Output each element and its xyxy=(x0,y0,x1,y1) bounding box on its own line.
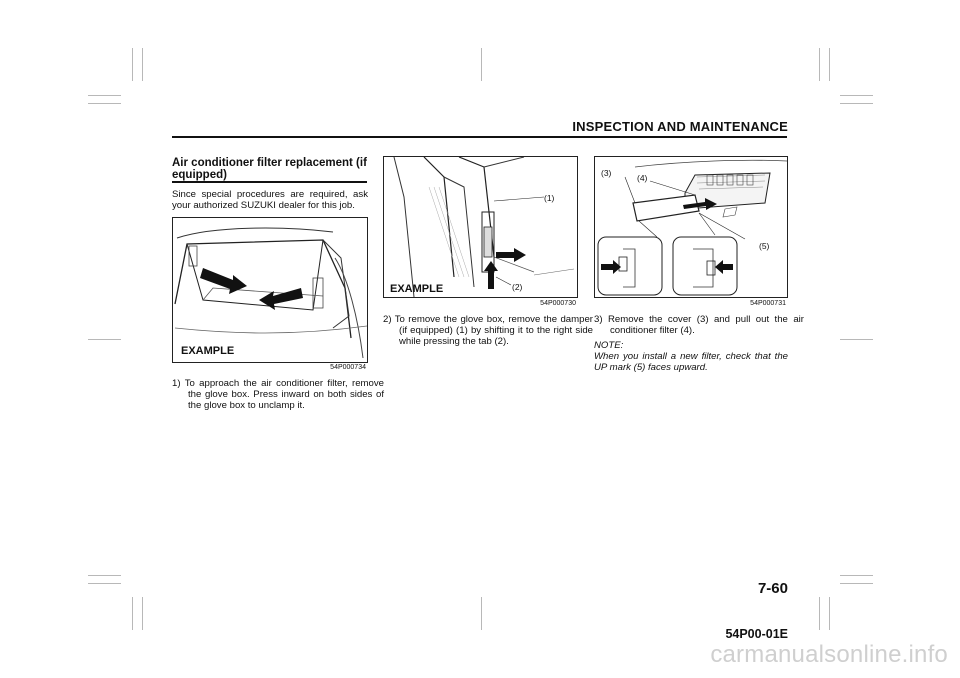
callout-1: (1) xyxy=(544,193,555,203)
damper-illustration xyxy=(384,157,577,297)
step-1-text: 1) To approach the air conditioner filter, remove the glove box. Press inward on both sides of the glove box to unclamp it. xyxy=(172,378,384,412)
watermark: carmanualsonline.info xyxy=(710,641,948,668)
step-3-text: 3) Remove the cover (3) and pull out the air conditioner filter (4). xyxy=(594,314,804,337)
step-2-text: 2) To remove the glove box, remove the damper (if equipped) (1) by shifting it to the right side while pressing the tab (2). xyxy=(383,314,593,348)
callout-4: (4) xyxy=(637,173,648,183)
figure-2-code: 54P000730 xyxy=(540,300,576,307)
figure-filter xyxy=(594,156,788,298)
figure-glove-box xyxy=(172,217,368,363)
figure-3-code: 54P000731 xyxy=(750,300,786,307)
callout-2: (2) xyxy=(512,282,523,292)
document-code: 54P00-01E xyxy=(725,627,788,641)
figure-2-example-label: EXAMPLE xyxy=(390,283,444,295)
callout-3: (3) xyxy=(601,168,612,178)
figure-1-example-label: EXAMPLE xyxy=(181,345,235,357)
note-label: NOTE: xyxy=(594,340,624,351)
section-intro: Since special procedures are required, ask your authorized SUZUKI dealer for this job. xyxy=(172,189,368,212)
callout-5: (5) xyxy=(759,241,770,251)
figure-damper xyxy=(383,156,578,298)
note-text: When you install a new filter, check that the UP mark (5) faces upward. xyxy=(594,351,788,374)
glove-box-illustration xyxy=(173,218,367,362)
section-title: Air conditioner filter replacement (if equipped) xyxy=(172,157,367,181)
section-rule xyxy=(172,181,367,183)
page-number: 7-60 xyxy=(757,580,788,597)
header-rule xyxy=(172,136,787,138)
figure-1-code: 54P000734 xyxy=(330,364,366,371)
filter-illustration xyxy=(595,157,787,297)
page-header-title: INSPECTION AND MAINTENANCE xyxy=(572,119,788,134)
